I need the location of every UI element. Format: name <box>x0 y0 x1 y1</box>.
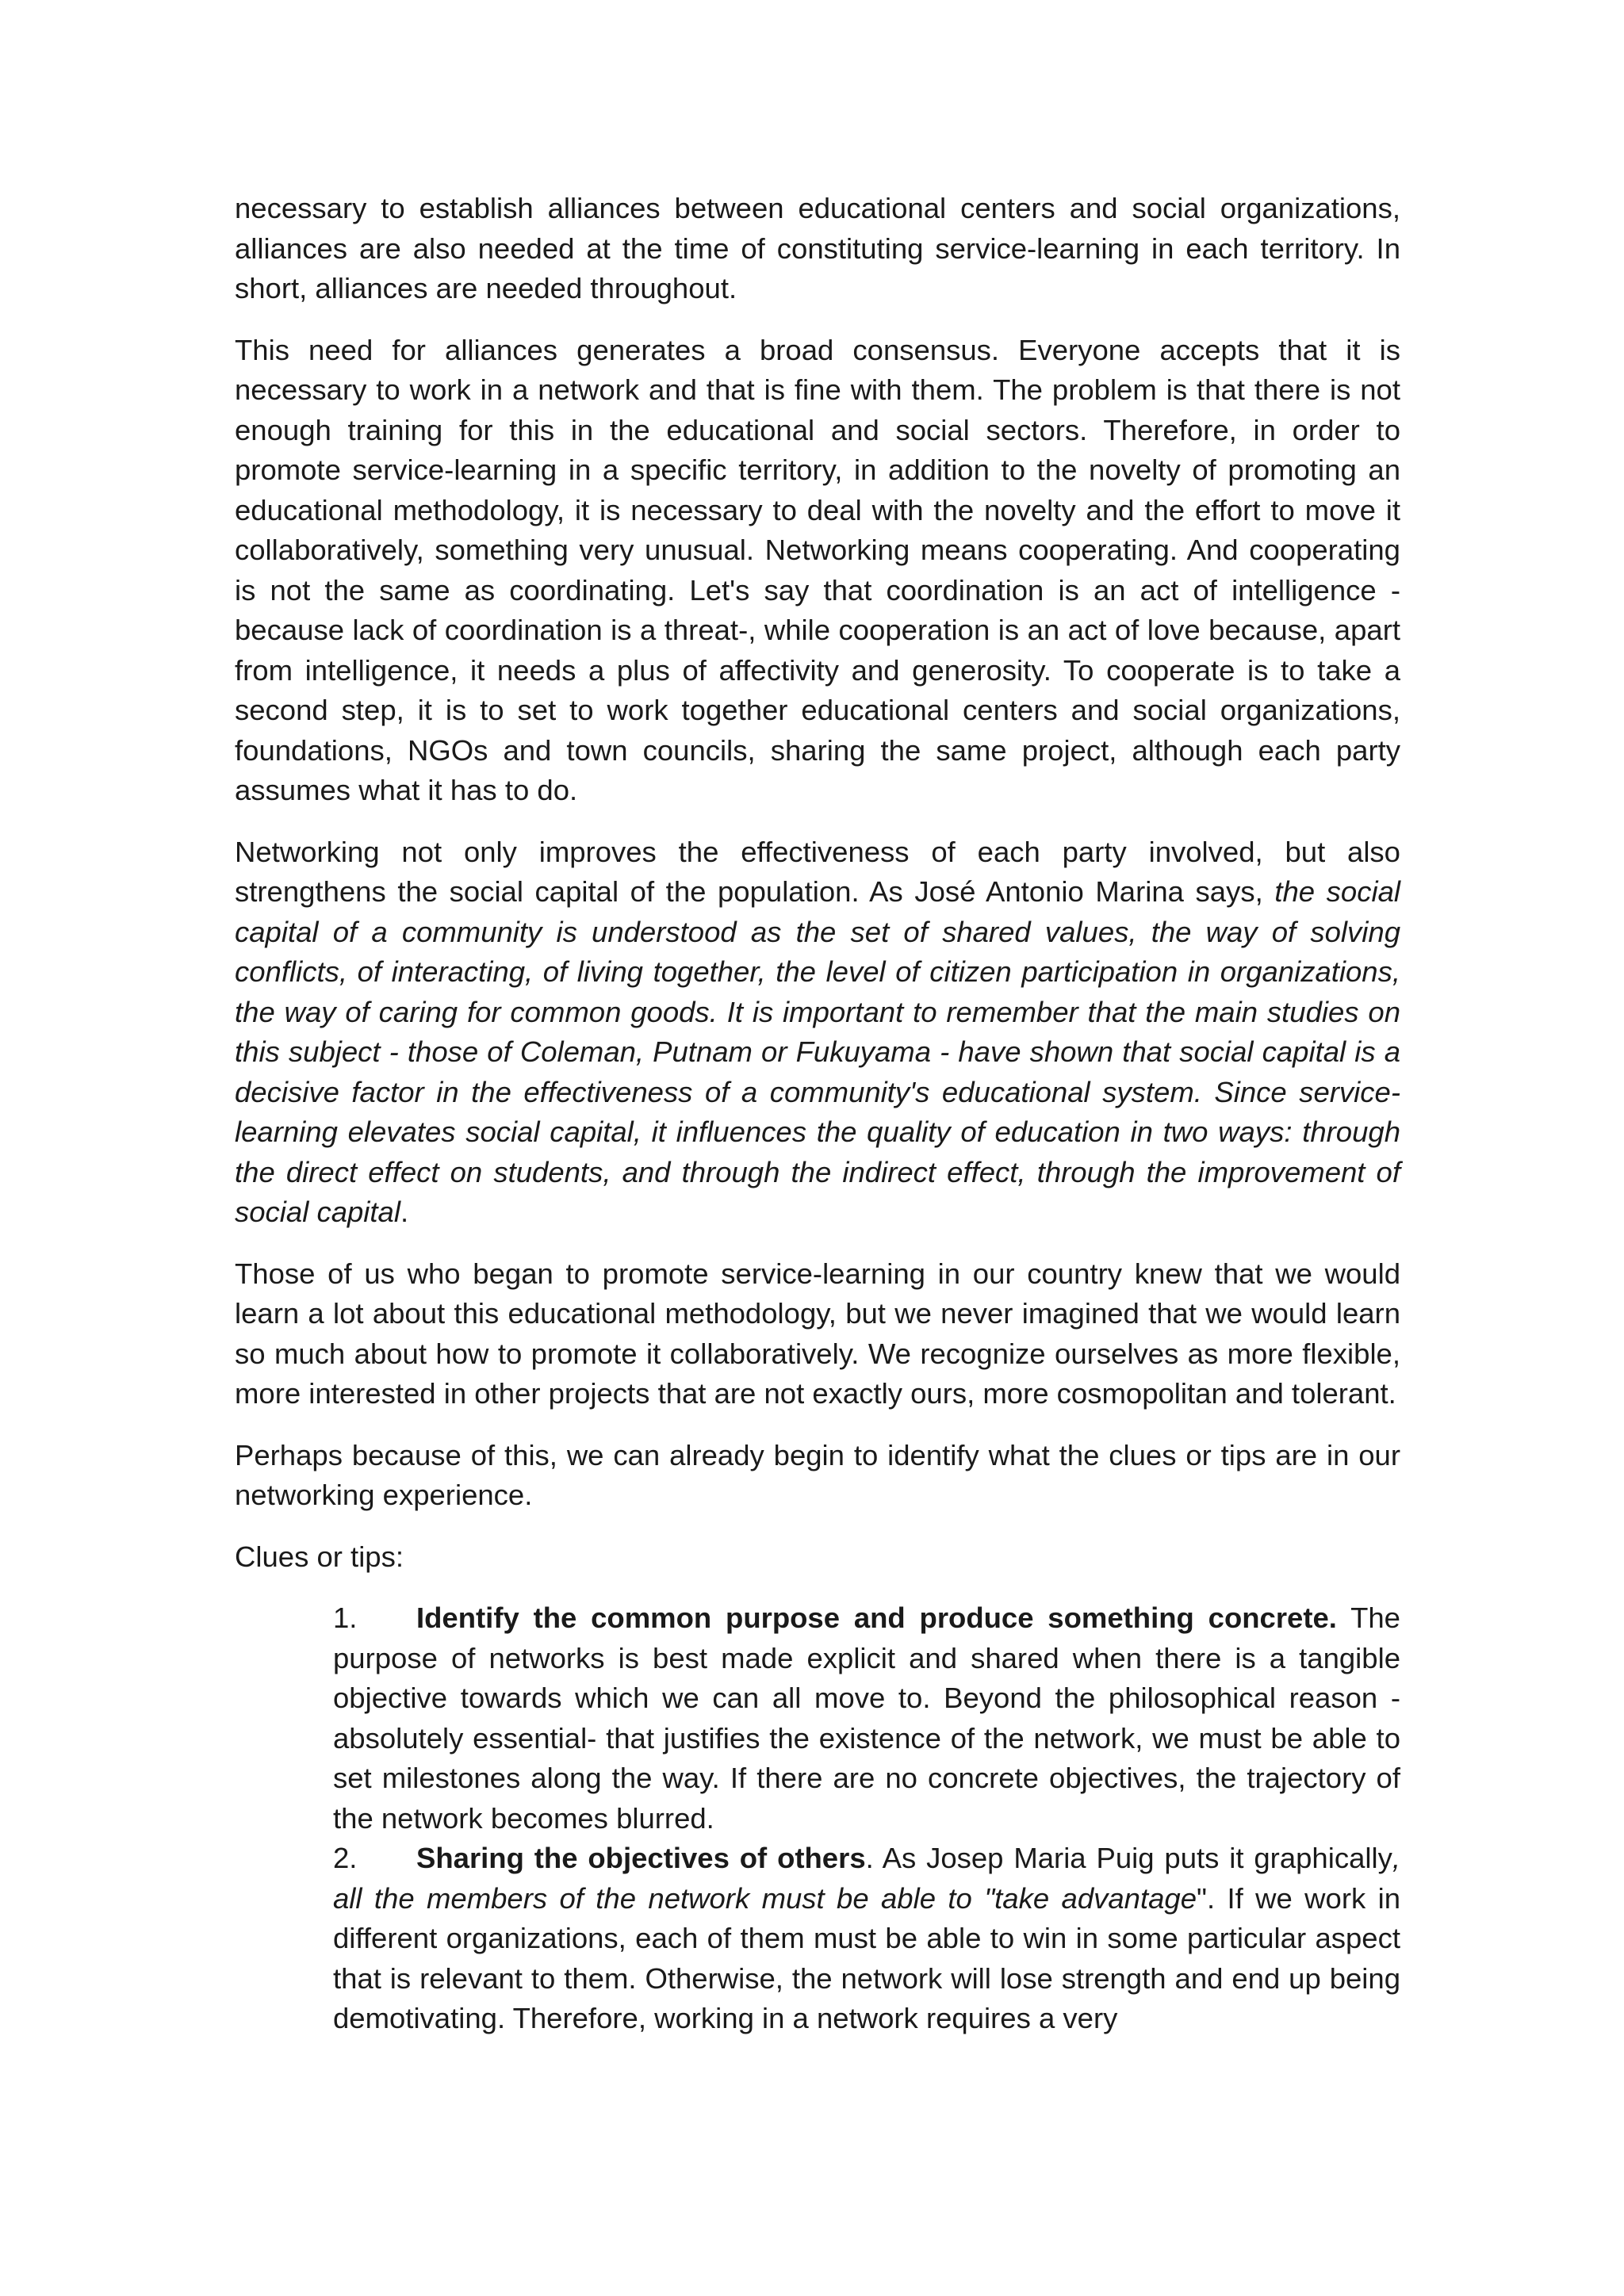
paragraph-consensus <box>235 331 1400 811</box>
clues-heading <box>235 1537 1400 1578</box>
paragraph-social-capital <box>235 832 1400 1233</box>
paragraph-promoters <box>235 1254 1400 1414</box>
paragraph-social-capital-intro: Networking not only improves the effectiveness of each party involved, but also strengthens the social capital of the population. As José Antonio Marina says, <box>235 835 1400 908</box>
paragraph-consensus-text: This need for alliances generates a broad consensus. Everyone accepts that it is necessary to work in a network and that is fine with them. The problem is that there is not enough training for this in the educational and social sectors. Therefore, in order to promote service-learning in a specific territory, in addition to the novelty of promoting an educational methodology, it is necessary to deal with the novelty and the effort to move it collaboratively, something very unusual. Networking means cooperating. And cooperating is not the same as coordinating. Let's say that coordination is an act of intelligence -because lack of coordination is a threat-, while cooperation is an act of love because, apart from intelligence, it needs a plus of affectivity and generosity. To cooperate is to take a second step, it is to set to work together educational centers and social organizations, foundations, NGOs and town councils, sharing the same project, although each party assumes what it has to do. <box>235 333 1400 806</box>
paragraph-social-capital-end: . <box>400 1196 409 1228</box>
tip-title: Sharing the objectives of others <box>416 1842 866 1874</box>
paragraph-clues-intro <box>235 1436 1400 1516</box>
paragraph-alliances-text: necessary to establish alliances between educational centers and social organizations, alliances are also needed at the time of constituting service-learning in each territory. In short, alliances are needed throughout. <box>235 192 1400 304</box>
tip-number: 2. <box>333 1842 358 1874</box>
tip-number: 1. <box>333 1601 358 1634</box>
puig-quote: , all the members of the network must be able to "take advantage <box>333 1842 1401 1915</box>
clues-heading-text: Clues or tips: <box>235 1540 404 1573</box>
tip-item-2 <box>333 1839 1400 2039</box>
paragraph-promoters-text: Those of us who began to promote service-learning in our country knew that we would learn a lot about this educational methodology, but we never imagined that we would learn so much about how to promote it collaboratively. We recognize ourselves as more flexible, more interested in other projects that are not exactly ours, more cosmopolitan and tolerant. <box>235 1257 1400 1410</box>
marina-quote: the social capital of a community is understood as the set of shared values, the way of solving conflicts, of interacting, of living together, the level of citizen participation in organizations, the way of caring for common goods. It is important to remember that the main studies on this subject - those of Coleman, Putnam or Fukuyama - have shown that social capital is a decisive factor in the effectiveness of a community's educational system. Since service-learning elevates social capital, it influences the quality of education in two ways: through the direct effect on students, and through the indirect effect, through the improvement of social capital <box>235 875 1400 1228</box>
tip-title: Identify the common purpose and produce something concrete. <box>416 1601 1337 1634</box>
tip-item-1 <box>333 1598 1400 1839</box>
tip-body: The purpose of networks is best made explicit and shared when there is a tangible objective towards which we can all move to. Beyond the philosophical reason - absolutely essential- that justifies the existence of the network, we must be able to set milestones along the way. If there are no concrete objectives, the trajectory of the network becomes blurred. <box>333 1601 1400 1835</box>
document-page <box>235 189 1400 2039</box>
tip-body-part-c: ". If we work in different organizations, each of them must be able to win in some particular aspect that is relevant to them. Otherwise, the network will lose strength and end up being demotivating. Therefore, working in a network requires a very <box>333 1881 1401 2034</box>
tips-list <box>235 1598 1400 2039</box>
paragraph-clues-intro-text: Perhaps because of this, we can already begin to identify what the clues or tips are in our networking experience. <box>235 1438 1400 1511</box>
paragraph-alliances <box>235 189 1400 309</box>
tip-body-part-a: . As Josep Maria Puig puts it graphically <box>865 1842 1392 1874</box>
